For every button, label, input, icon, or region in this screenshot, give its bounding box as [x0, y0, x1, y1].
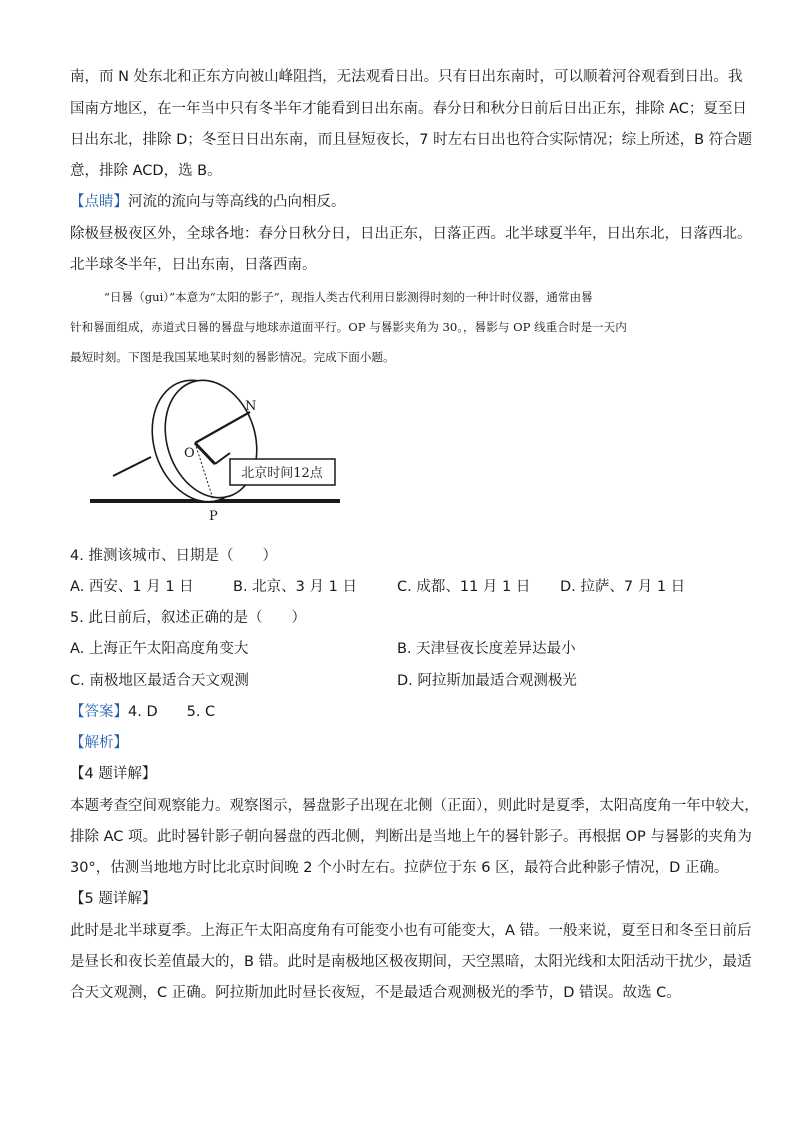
detail-5-label: 【5 题详解】: [70, 891, 157, 907]
text-line: 本题考查空间观察能力。观察图示，晷盘影子出现在北侧（正面），则此时是夏季，太阳高度角一年中较大，: [70, 798, 759, 814]
text-line: 合天文观测，C 正确。阿拉斯加此时昼长夜短，不是最适合观测极光的季节，D 错误。故选 C。: [70, 985, 681, 1001]
tip-line: [70, 192, 346, 212]
tip-text: 河流的流向与等高线的凸向相反。: [128, 194, 346, 210]
q4-option-c: C. 成都、11 月 1 日: [397, 579, 531, 595]
question-4-stem: 4. 推测该城市、日期是（ ）: [70, 548, 277, 564]
label-n: N: [245, 399, 257, 414]
answer-line: [70, 702, 215, 722]
text-line: 南，而 N 处东北和正东方向被山峰阻挡，无法观看日出。只有日出东南时，可以顺着河谷观看到日出。我: [70, 69, 743, 85]
text-line: 30°，估测当地地方时比北京时间晚 2 个小时左右。拉萨位于东 6 区，最符合此种影子情况，D 正确。: [70, 860, 729, 876]
text-line: 此时是北半球夏季。上海正午太阳高度角有可能变小也有可能变大，A 错。一般来说，夏至日和冬至日前后: [70, 923, 752, 939]
text-line: 日出东北，排除 D；冬至日日出东南，而且昼短夜长，7 时左右日出也符合实际情况；综上所述，B 符合题: [70, 132, 753, 148]
q5-option-d: D. 阿拉斯加最适合观测极光: [397, 673, 577, 689]
label-p: P: [209, 509, 218, 524]
analysis-label: 【解析】: [70, 735, 128, 751]
q4-option-b: B. 北京、3 月 1 日: [233, 579, 357, 595]
detail-4-label: 【4 题详解】: [70, 766, 157, 782]
answer-label: 【答案】: [70, 704, 128, 720]
answer-text: 4. D 5. C: [128, 704, 216, 720]
q5-option-a: A. 上海正午太阳高度角变大: [70, 641, 249, 657]
time-box-label: 北京时间12点: [241, 466, 323, 481]
gnomon-back: [113, 457, 151, 476]
question-5-stem: 5. 此日前后，叙述正确的是（ ）: [70, 610, 306, 626]
text-line: 国南方地区，在一年当中只有冬半年才能看到日出东南。春分日和秋分日前后日出正东，排除 AC；夏至日: [70, 101, 747, 117]
q4-option-d: D. 拉萨、7 月 1 日: [560, 579, 686, 595]
sundial-figure: [85, 360, 355, 525]
q5-option-b: B. 天津昼夜长度差异达最小: [397, 641, 576, 657]
text-line: 是昼长和夜长差值最大的，B 错。此时是南极地区极夜期间，天空黑暗，太阳光线和太阳活动干扰少，最适: [70, 954, 752, 970]
intro-line: “日晷（gui）”本意为“太阳的影子”，现指人类古代利用日影测得时刻的一种计时仪器，通常由晷: [104, 290, 593, 304]
text-line: 排除 AC 项。此时晷针影子朝向晷盘的西北侧，判断出是当地上午的晷针影子。再根据 OP 与晷影的夹角为: [70, 829, 752, 845]
intro-line: 最短时刻。下图是我国某地某时刻的晷影情况。完成下面小题。: [70, 350, 395, 364]
text-line: 意，排除 ACD，选 B。: [70, 163, 222, 179]
q5-option-c: C. 南极地区最适合天文观测: [70, 673, 249, 689]
tip-label: 【点睛】: [70, 194, 128, 210]
q4-option-a: A. 西安、1 月 1 日: [70, 579, 194, 595]
label-o: O: [184, 446, 195, 461]
text-line: 北半球冬半年，日出东南，日落西南。: [70, 257, 317, 273]
text-line: 除极昼极夜区外，全球各地：春分日秋分日，日出正东，日落正西。北半球夏半年，日出东北，日落西北。: [70, 226, 752, 242]
intro-line: 针和晷面组成，赤道式日晷的晷盘与地球赤道面平行。OP 与晷影夹角为 30。，晷影与 OP 线重合时是一天内: [70, 320, 627, 334]
